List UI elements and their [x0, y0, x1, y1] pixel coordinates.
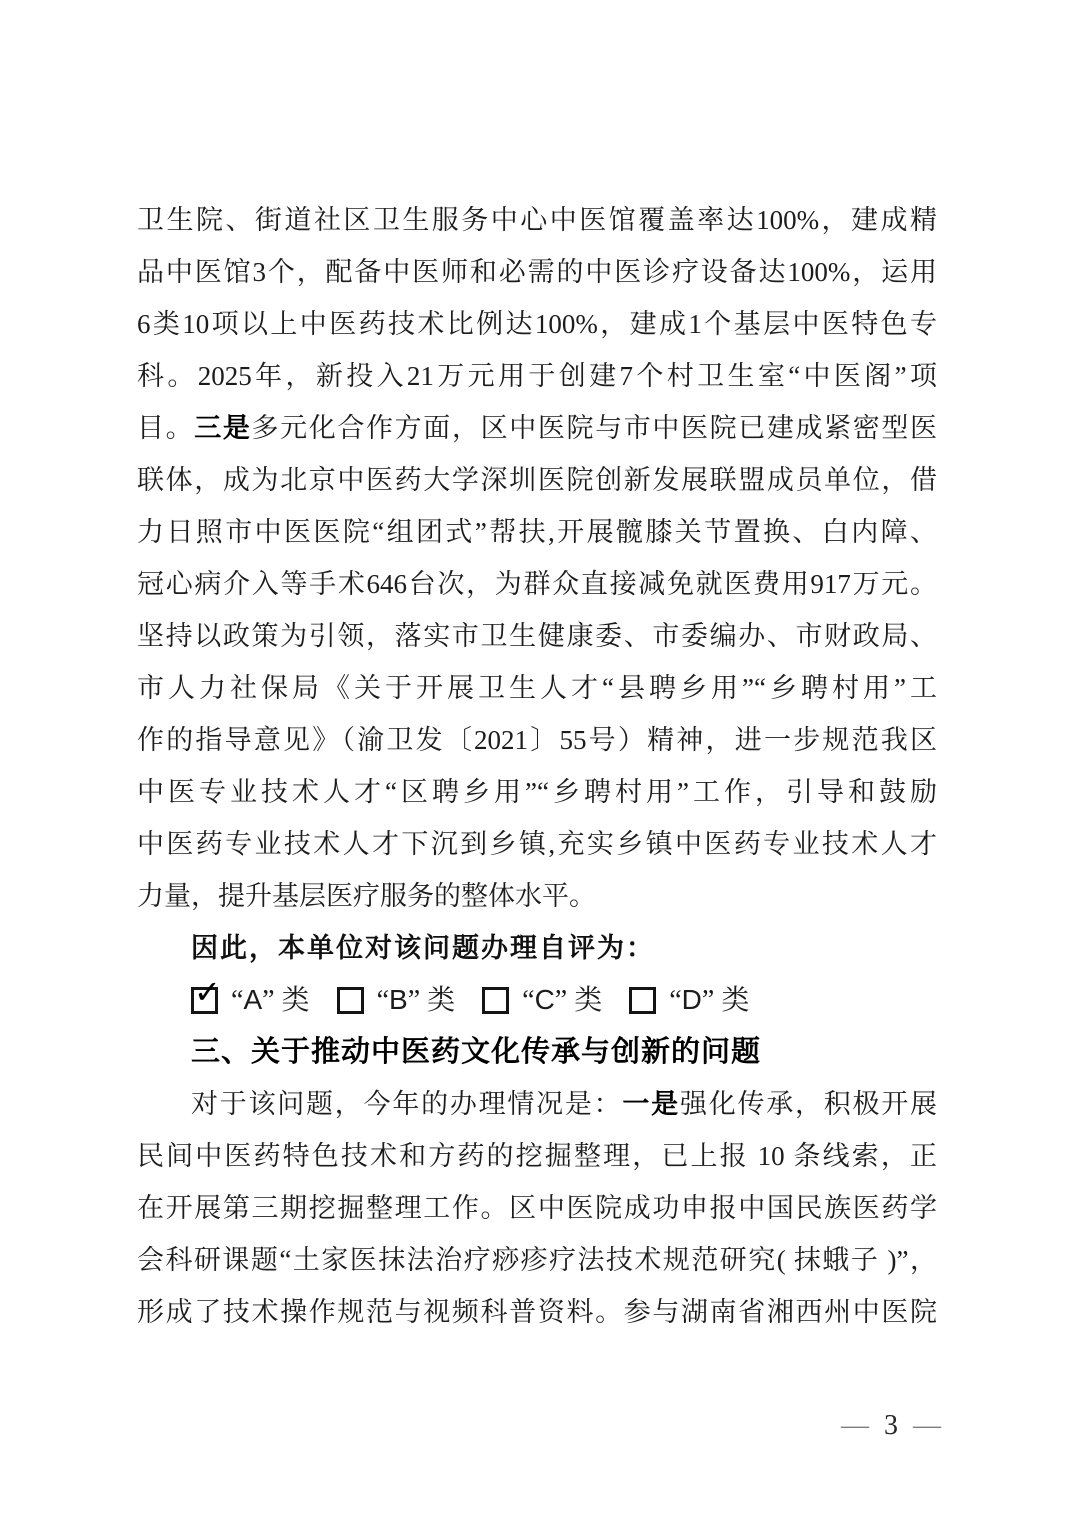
rating-option-label: “C” 类 — [522, 983, 603, 1016]
text-run: 中医专业技术人才“区聘乡用”“乡聘村用”工作，引导和鼓励 — [137, 777, 937, 807]
rating-option-B — [337, 974, 456, 1027]
text-run: 在开展第三期挖掘整理工作。区中医院成功申报中国民族医药学 — [137, 1193, 937, 1223]
text-line — [137, 714, 937, 766]
text-run: 因此，本单位对该问题办理自评为： — [191, 933, 655, 963]
checkbox-empty-icon — [337, 987, 364, 1014]
text-run: 6类10项以上中医药技术比例达100%，建成1个基层中医特色专 — [137, 309, 937, 339]
text-run: 强化传承，积极开展 — [679, 1089, 937, 1119]
footer-dash-right: — — [913, 1410, 941, 1441]
text-line — [137, 454, 937, 506]
emphasis-bold: 一是 — [622, 1089, 680, 1119]
text-run: 市人力社保局《关于开展卫生人才“县聘乡用”“乡聘村用”工 — [137, 673, 937, 703]
text-line — [137, 1286, 937, 1338]
rating-letter: C — [534, 983, 555, 1015]
rating-option-C — [482, 974, 602, 1027]
section-heading — [137, 1026, 937, 1078]
self-rating-intro-line — [137, 922, 937, 974]
text-run: 作的指导意见》（渝卫发〔2021〕55号）精神，进一步规范我区 — [137, 725, 937, 755]
checkbox-empty-icon — [482, 987, 509, 1014]
text-line — [137, 766, 937, 818]
text-run: 力量，提升基层医疗服务的整体水平。 — [137, 881, 596, 911]
text-line — [137, 298, 937, 350]
text-line — [137, 1130, 937, 1182]
checkbox-checked-icon — [191, 972, 221, 1014]
text-run: 卫生院、街道社区卫生服务中心中医馆覆盖率达100%，建成精 — [137, 205, 937, 235]
text-line — [137, 194, 937, 246]
text-line — [137, 506, 937, 558]
text-line — [137, 558, 937, 610]
text-run: 目。 — [137, 413, 195, 443]
text-line — [137, 1078, 937, 1130]
footer-dash-left: — — [841, 1410, 869, 1441]
rating-option-label: “D” 类 — [669, 983, 750, 1016]
document-body — [137, 194, 937, 1338]
rating-letter: D — [681, 983, 702, 1015]
text-run: 会科研课题“土家医抹法治疗痧疹疗法技术规范研究( 抹蛾子 )”， — [137, 1245, 937, 1275]
text-run: 力日照市中医医院“组团式”帮扶,开展髋膝关节置换、白内障、 — [137, 517, 937, 547]
rating-option-label: “A” 类 — [231, 983, 310, 1016]
text-line — [137, 1234, 937, 1286]
rating-option-D — [629, 974, 749, 1027]
text-line — [137, 246, 937, 298]
rating-letter: A — [243, 983, 263, 1015]
text-run: 冠心病介入等手术646台次，为群众直接减免就医费用917万元。 — [137, 569, 937, 599]
text-line — [137, 350, 937, 402]
rating-options-row — [137, 974, 937, 1026]
text-run: 联体，成为北京中医药大学深圳医院创新发展联盟成员单位，借 — [137, 465, 937, 495]
text-run: 品中医馆3个，配备中医师和必需的中医诊疗设备达100%，运用 — [137, 257, 937, 287]
text-line — [137, 402, 937, 454]
text-run: 坚持以政策为引领，落实市卫生健康委、市委编办、市财政局、 — [137, 621, 937, 651]
text-run: 形成了技术操作规范与视频科普资料。参与湖南省湘西州中医院 — [137, 1297, 937, 1327]
text-line — [137, 662, 937, 714]
check-mark-icon: ✓ — [194, 972, 221, 1011]
text-run: 多元化合作方面，区中医院与市中医院已建成紧密型医 — [251, 413, 937, 443]
rating-letter: B — [389, 983, 408, 1015]
text-run: 三、关于推动中医药文化传承与创新的问题 — [191, 1036, 762, 1068]
text-run: 科。2025年，新投入21万元用于创建7个村卫生室“中医阁”项 — [137, 361, 937, 391]
emphasis-bold: 三是 — [194, 413, 252, 443]
text-line — [137, 870, 937, 922]
page-footer — [841, 1406, 941, 1446]
text-line — [137, 610, 937, 662]
rating-option-A — [191, 974, 310, 1027]
text-line — [137, 1182, 937, 1234]
text-run: 对于该问题，今年的办理情况是： — [191, 1089, 623, 1119]
rating-option-label: “B” 类 — [376, 983, 456, 1016]
text-line — [137, 818, 937, 870]
text-run: 民间中医药特色技术和方药的挖掘整理，已上报 10 条线索，正 — [137, 1141, 937, 1171]
checkbox-empty-icon — [629, 987, 656, 1014]
text-run: 中医药专业技术人才下沉到乡镇,充实乡镇中医药专业技术人才 — [137, 829, 937, 859]
page-number: 3 — [884, 1410, 898, 1441]
